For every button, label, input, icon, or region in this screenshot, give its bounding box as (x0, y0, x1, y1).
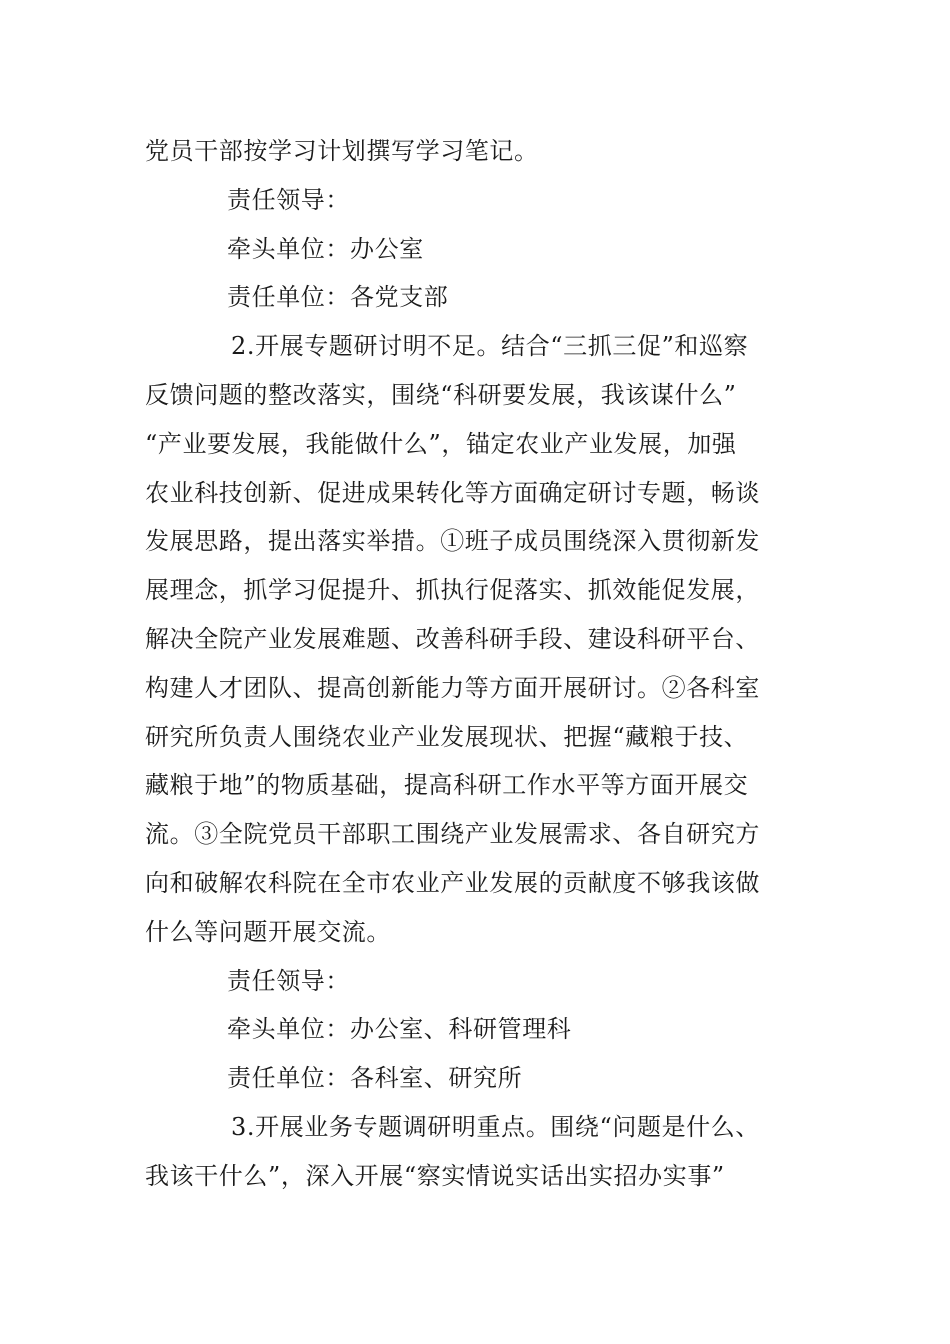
responsible-unit-line: 责任单位：各党支部 (227, 283, 449, 312)
body-text-line: 流。③全院党员干部职工围绕产业发展需求、各自研究方 (145, 820, 760, 849)
section-heading-3: 3.开展业务专题调研明重点。围绕“问题是什么、 (231, 1112, 760, 1141)
section-heading-2: 2.开展专题研讨明不足。结合“三抓三促”和巡察 (231, 332, 749, 361)
body-text-line: 反馈问题的整改落实，围绕“科研要发展，我该谋什么” (145, 380, 737, 409)
body-text-line: “产业要发展，我能做什么”，锚定农业产业发展，加强 (145, 429, 737, 458)
body-text-line: 什么等问题开展交流。 (145, 917, 391, 946)
lead-unit-line: 牵头单位：办公室、科研管理科 (227, 1015, 572, 1044)
body-text-line: 发展思路，提出落实举措。①班子成员围绕深入贯彻新发 (145, 527, 760, 556)
body-text-line: 解决全院产业发展难题、改善科研手段、建设科研平台、 (145, 624, 760, 653)
body-text-line: 藏粮于地”的物质基础，提高科研工作水平等方面开展交 (145, 771, 749, 800)
document-body (145, 127, 810, 1201)
body-text-line: 农业科技创新、促进成果转化等方面确定研讨专题，畅谈 (145, 478, 760, 507)
responsible-unit-line: 责任单位：各科室、研究所 (227, 1064, 523, 1093)
body-text-line: 我该干什么”，深入开展“察实情说实话出实招办实事” (145, 1161, 725, 1190)
body-text-line: 向和破解农科院在全市农业产业发展的贡献度不够我该做 (145, 868, 760, 897)
body-text-line: 构建人才团队、提高创新能力等方面开展研讨。②各科室 (145, 673, 760, 702)
responsible-leader-label: 责任领导： (227, 966, 350, 995)
responsible-leader-label: 责任领导： (227, 185, 350, 214)
body-text-line: 展理念，抓学习促提升、抓执行促落实、抓效能促发展， (145, 576, 760, 605)
body-text-line: 研究所负责人围绕农业产业发展现状、把握“藏粮于技、 (145, 722, 749, 751)
body-text-line: 党员干部按学习计划撰写学习笔记。 (145, 137, 539, 165)
lead-unit-line: 牵头单位：办公室 (227, 234, 424, 263)
